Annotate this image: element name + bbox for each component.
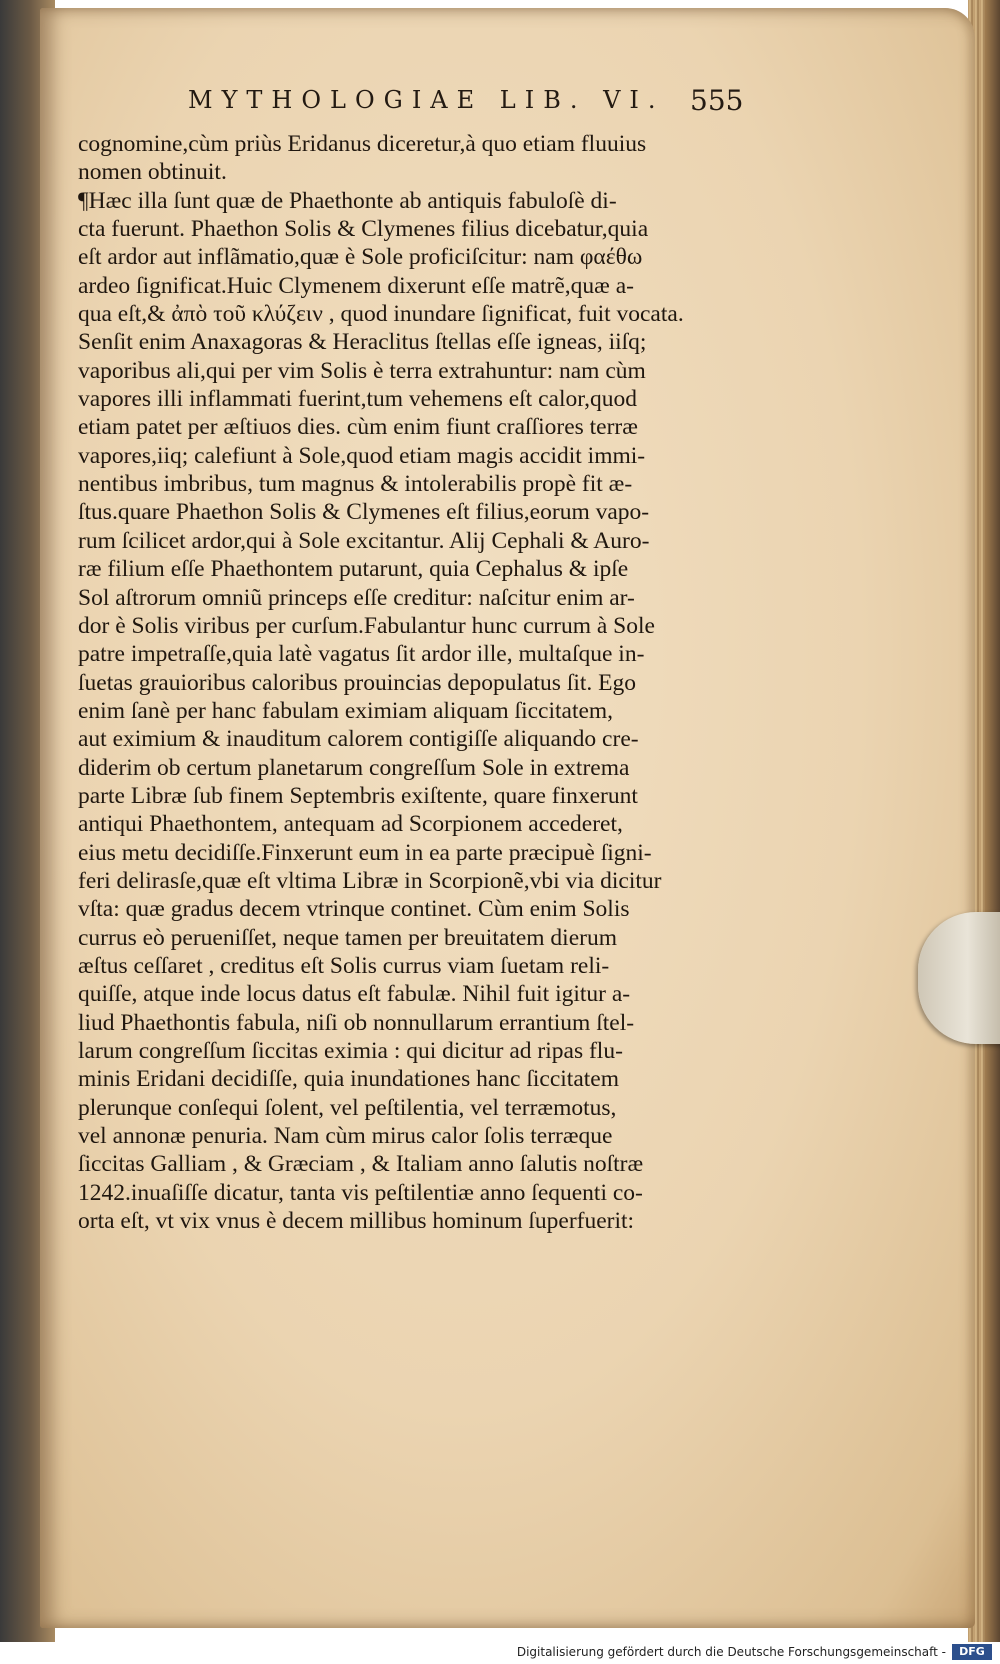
funding-note: Digitalisierung gefördert durch die Deutsche Forschungsgemeinschaft - [516,1645,946,1659]
text-line: antiqui Phaethontem, antequam ad Scorpionem accederet, [78,811,623,838]
text-line: quiſſe, atque inde locus datus eſt fabulæ. Nihil fuit igitur a- [78,981,631,1008]
page-edges-shadow [985,0,1000,1664]
text-line: feri delirasſe,quæ eſt vltima Libræ in Scorpionẽ,vbi via dicitur [78,867,662,894]
text-line: vel annonæ penuria. Nam cùm mirus calor ſolis terræque [78,1123,613,1150]
text-line: Senſit enim Anaxagoras & Heraclitus ſtellas eſſe igneas, iiſq; [78,329,647,356]
text-line: ſiccitas Galliam , & Græciam , & Italiam anno ſalutis noſtræ [78,1151,644,1178]
text-line: minis Eridani decidiſſe, quia inundationes hanc ſiccitatem [78,1066,619,1093]
text-line: vſta: quæ gradus decem vtrinque continet. Cùm enim Solis [78,896,630,923]
text-line: ¶Hæc illa ſunt quæ de Phaethonte ab antiquis fabuloſè di- [78,187,617,214]
text-line: vaporibus ali,qui per vim Solis è terra extrahuntur: nam cùm [78,357,646,384]
text-line: plerunque conſequi ſolent, vel peſtilentia, vel terræmotus, [78,1094,617,1121]
text-line: aut eximium & inauditum calorem contigiſſe aliquando cre- [78,726,639,753]
text-line: dor è Solis viribus per curſum.Fabulantur hunc currum à Sole [78,612,655,639]
running-head: MYTHOLOGIAE LIB. VI. [188,86,665,114]
text-line: nomen obtinuit. [78,159,227,186]
text-line: etiam patet per æſtiuos dies. cùm enim fiunt craſſiores terræ [78,414,638,441]
body-text [78,130,768,1235]
text-line: rum ſcilicet ardor,qui à Sole excitantur. Alij Cephali & Auro- [78,527,650,554]
text-line: ræ filium eſſe Phaethontem putarunt, quia Cephalus & ipſe [78,556,629,583]
text-line: cognomine,cùm priùs Eridanus diceretur,à quo etiam fluuius [78,131,647,157]
text-line: eſt ardor aut inflãmatio,quæ è Sole proficiſcitur: nam φαέθω [78,244,643,271]
text-line: æſtus ceſſaret , creditus eſt Solis currus viam ſuetam reli- [78,952,610,979]
dfg-logo: DFG [952,1644,992,1660]
page-number: 555 [690,84,744,117]
text-line: ſtus.quare Phaethon Solis & Clymenes eſt filius,eorum vapo- [78,499,650,526]
text-line: liud Phaethontis fabula, niſi ob nonnullarum errantium ſtel- [78,1009,635,1036]
text-line: parte Libræ ſub finem Septembris exiſtente, quare finxerunt [78,782,638,809]
text-line: currus eò perueniſſet, neque tamen per breuitatem dierum [78,924,617,951]
text-line: eius metu decidiſſe.Finxerunt eum in ea parte præcipuè ſigni- [78,839,652,866]
text-line: ſuetas grauioribus caloribus prouincias depopulatus ſit. Ego [78,669,637,696]
text-line: orta eſt, vt vix vnus è decem millibus hominum ſuperfuerit: [78,1208,635,1235]
text-line: enim ſanè per hanc fabulam eximiam aliquam ſiccitatem, [78,697,614,724]
text-line: nentibus imbribus, tum magnus & intolerabilis propè fit æ- [78,471,633,498]
text-line: ardeo ſignificat.Huic Clymenem dixerunt eſſe matrẽ,quæ a- [78,272,634,299]
text-line: larum congreſſum ſiccitas eximia : qui dicitur ad ripas flu- [78,1038,623,1064]
text-line: vapores illi inflammati fuerint,tum vehemens eſt calor,quod [78,386,637,413]
text-line: vapores,iiq; calefiunt à Sole,quod etiam magis accidit immi- [78,442,646,469]
text-line: patre impetraſſe,quia latè vagatus ſit ardor ille, multaſque in- [78,641,645,668]
text-line: cta fuerunt. Phaethon Solis & Clymenes filius dicebatur,quia [78,216,649,243]
text-line: 1242.inuaſiſſe dicatur, tanta vis peſtilentiæ anno ſequenti co- [78,1179,643,1206]
text-line: diderim ob certum planetarum congreſſum Sole in extrema [78,754,630,781]
text-line: Sol aſtrorum omniũ princeps eſſe creditur: naſcitur enim ar- [78,584,635,611]
text-line: qua eſt,& ἀπὸ τοῦ κλύζειν , quod inundare ſignificat, fuit vocata. [78,301,684,328]
